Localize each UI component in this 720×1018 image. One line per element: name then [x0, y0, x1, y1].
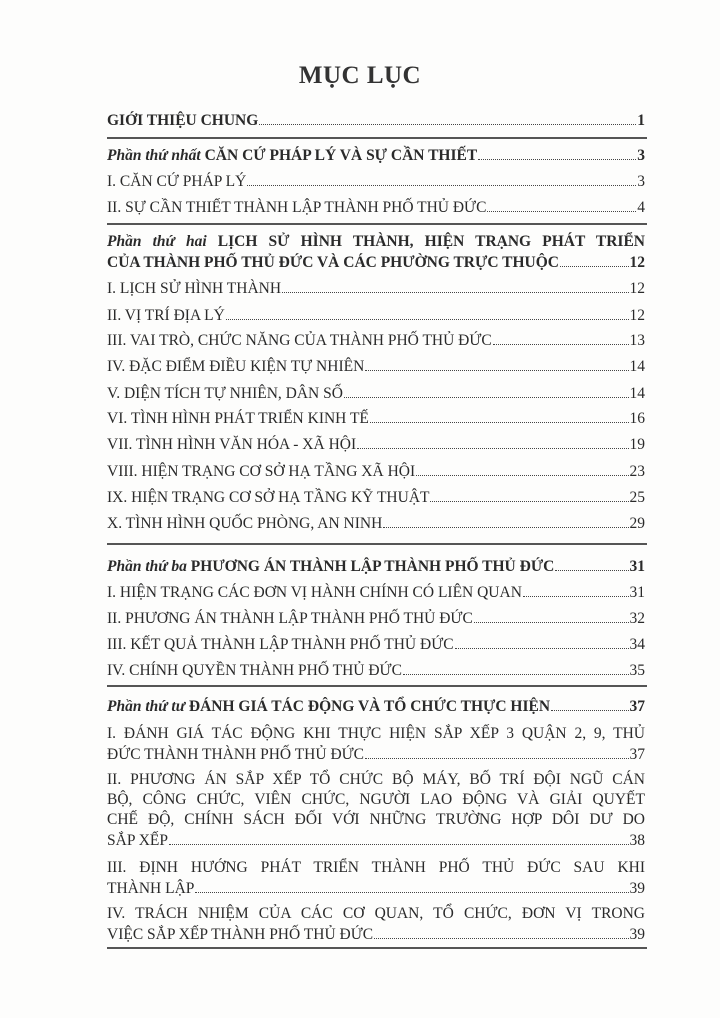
section-divider	[107, 947, 647, 949]
leader-dots	[555, 556, 628, 571]
toc-entry[interactable]	[107, 830, 645, 851]
toc-entry[interactable]	[107, 408, 645, 429]
toc-entry-line[interactable]: IV. TRÁCH NHIỆM CỦA CÁC CƠ QUAN, TỔ CHỨC, ĐƠN VỊ TRONG	[107, 905, 645, 922]
toc-entry-text: II. VỊ TRÍ ĐỊA LÝ	[107, 307, 225, 324]
toc-entry[interactable]	[107, 582, 645, 603]
toc-page-number: 4	[637, 199, 645, 216]
section-divider	[107, 685, 647, 687]
leader-dots	[560, 252, 629, 267]
leader-dots	[430, 487, 628, 502]
toc-entry-text: V. DIỆN TÍCH TỰ NHIÊN, DÂN SỐ	[107, 385, 343, 402]
toc-entry-text: X. TÌNH HÌNH QUỐC PHÒNG, AN NINH	[107, 515, 383, 532]
toc-page-number: 12	[629, 307, 645, 324]
toc-entry-text: I. HIỆN TRẠNG CÁC ĐƠN VỊ HÀNH CHÍNH CÓ LIÊN QUAN	[107, 584, 522, 601]
toc-page-number: 38	[629, 832, 645, 849]
toc-page-number: 35	[629, 662, 645, 679]
toc-entry-text: IV. CHÍNH QUYỀN THÀNH PHỐ THỦ ĐỨC	[107, 662, 402, 679]
toc-page-number: 34	[629, 636, 645, 653]
leader-dots	[370, 408, 629, 423]
part-lead: Phần thứ tư	[107, 698, 186, 715]
toc-entry[interactable]	[107, 171, 645, 192]
toc-page-number: 37	[629, 746, 645, 763]
toc-entry[interactable]	[107, 634, 645, 655]
toc-page-number: 1	[637, 112, 645, 129]
toc-entry-text: GIỚI THIỆU CHUNG	[107, 112, 259, 129]
toc-page-number: 25	[629, 489, 645, 506]
section-divider	[107, 223, 647, 225]
leader-dots	[493, 330, 629, 345]
part-heading: CỦA THÀNH PHỐ THỦ ĐỨC VÀ CÁC PHƯỜNG TRỰC THUỘC	[107, 254, 559, 271]
toc-entry[interactable]	[107, 197, 645, 218]
part-lead: Phần thứ hai	[107, 233, 207, 250]
toc-entry-text: II. SỰ CẦN THIẾT THÀNH LẬP THÀNH PHỐ THỦ ĐỨC	[107, 199, 487, 216]
toc-entry-text: IV. ĐẶC ĐIỂM ĐIỀU KIỆN TỰ NHIÊN	[107, 358, 365, 375]
part-heading: PHƯƠNG ÁN THÀNH LẬP THÀNH PHỐ THỦ ĐỨC	[190, 558, 555, 575]
section-divider	[107, 137, 647, 139]
toc-entry-text: I. LỊCH SỬ HÌNH THÀNH	[107, 280, 282, 297]
part-lead: Phần thứ nhất	[107, 147, 201, 164]
toc-entry-text: VI. TÌNH HÌNH PHÁT TRIỂN KINH TẾ	[107, 410, 369, 427]
toc-entry[interactable]	[107, 305, 645, 326]
leader-dots	[247, 171, 636, 186]
part-heading: CĂN CỨ PHÁP LÝ VÀ SỰ CẦN THIẾT	[204, 147, 478, 164]
toc-entry-line[interactable]: III. ĐỊNH HƯỚNG PHÁT TRIỂN THÀNH PHỐ THỦ ĐỨC SAU KHI	[107, 859, 645, 876]
toc-entry-text: III. KẾT QUẢ THÀNH LẬP THÀNH PHỐ THỦ ĐỨC	[107, 636, 454, 653]
toc-page-number: 31	[629, 584, 645, 601]
toc-page-number: 12	[629, 254, 645, 271]
toc-entry-line[interactable]: BỘ, CÔNG CHỨC, VIÊN CHỨC, NGƯỜI LAO ĐỘNG VÀ GIẢI QUYẾT	[107, 791, 645, 808]
toc-page-number: 19	[629, 436, 645, 453]
toc-part-3[interactable]	[107, 556, 645, 577]
toc-part-2-line-2[interactable]	[107, 252, 645, 273]
leader-dots	[282, 278, 628, 293]
toc-entry-text: VIII. HIỆN TRẠNG CƠ SỞ HẠ TẦNG XÃ HỘI	[107, 463, 416, 480]
leader-dots	[416, 461, 628, 476]
part-heading: LỊCH SỬ HÌNH THÀNH, HIỆN TRẠNG PHÁT TRIỂN	[217, 233, 645, 250]
page-title: MỤC LỤC	[298, 62, 422, 89]
toc-entry-text: I. CĂN CỨ PHÁP LÝ	[107, 173, 247, 190]
toc-entry[interactable]	[107, 513, 645, 534]
toc-entry-text: III. VAI TRÒ, CHỨC NĂNG CỦA THÀNH PHỐ THỦ ĐỨC	[107, 332, 492, 349]
leader-dots	[523, 582, 629, 597]
toc-entry[interactable]	[107, 434, 645, 455]
toc-page-number: 31	[629, 558, 645, 575]
toc-part-1[interactable]	[107, 145, 645, 166]
leader-dots	[551, 696, 628, 711]
toc-entry[interactable]	[107, 744, 645, 765]
leader-dots	[259, 110, 636, 125]
leader-dots	[365, 356, 628, 371]
toc-page-number: 3	[637, 147, 645, 164]
toc-entry-line[interactable]: II. PHƯƠNG ÁN SẮP XẾP TỔ CHỨC BỘ MÁY, BỐ TRÍ ĐỘI NGŨ CÁN	[107, 771, 645, 788]
leader-dots	[474, 608, 629, 623]
toc-entry[interactable]	[107, 924, 645, 945]
toc-entry[interactable]	[107, 330, 645, 351]
toc-page-number: 16	[629, 410, 645, 427]
toc-page-number: 14	[629, 385, 645, 402]
toc-entry-text: VIỆC SẮP XẾP THÀNH PHỐ THỦ ĐỨC	[107, 926, 374, 943]
leader-dots	[365, 744, 629, 759]
leader-dots	[403, 660, 629, 675]
toc-entry[interactable]	[107, 461, 645, 482]
part-lead: Phần thứ ba	[107, 558, 187, 575]
toc-entry[interactable]	[107, 356, 645, 377]
leader-dots	[357, 434, 628, 449]
toc-page-number: 23	[629, 463, 645, 480]
section-divider	[107, 543, 647, 545]
part-heading: ĐÁNH GIÁ TÁC ĐỘNG VÀ TỔ CHỨC THỰC HIỆN	[188, 698, 551, 715]
toc-page-number: 12	[629, 280, 645, 297]
toc-part-4[interactable]	[107, 696, 645, 717]
toc-entry[interactable]	[107, 878, 645, 899]
leader-dots	[374, 924, 628, 939]
toc-page-number: 39	[629, 880, 645, 897]
toc-page-number: 39	[629, 926, 645, 943]
toc-entry-line[interactable]: CHẾ ĐỘ, CHÍNH SÁCH ĐỐI VỚI NHỮNG TRƯỜNG HỢP DÔI DƯ DO	[107, 811, 645, 828]
leader-dots	[478, 145, 636, 160]
toc-entry-text: SẮP XẾP	[107, 832, 169, 849]
toc-entry[interactable]	[107, 660, 645, 681]
toc-entry-line[interactable]: I. ĐÁNH GIÁ TÁC ĐỘNG KHI THỰC HIỆN SẮP XẾP 3 QUẬN 2, 9, THỦ	[107, 725, 645, 742]
toc-entry[interactable]	[107, 383, 645, 404]
toc-entry-text: IX. HIỆN TRẠNG CƠ SỞ HẠ TẦNG KỸ THUẬT	[107, 489, 430, 506]
toc-entry[interactable]	[107, 278, 645, 299]
toc-entry[interactable]	[107, 608, 645, 629]
toc-page-number: 37	[629, 698, 645, 715]
leader-dots	[226, 305, 629, 320]
toc-page-number: 13	[629, 332, 645, 349]
toc-part-2-line-1[interactable]	[107, 232, 645, 252]
leader-dots	[455, 634, 629, 649]
toc-page-number: 32	[629, 610, 645, 627]
leader-dots	[169, 830, 628, 845]
toc-entry[interactable]	[107, 487, 645, 508]
toc-page-number: 3	[637, 173, 645, 190]
toc-entry-intro[interactable]	[107, 110, 645, 131]
toc-entry-text: II. PHƯƠNG ÁN THÀNH LẬP THÀNH PHỐ THỦ ĐỨC	[107, 610, 473, 627]
leader-dots	[344, 383, 629, 398]
toc-entry-text: ĐỨC THÀNH THÀNH PHỐ THỦ ĐỨC	[107, 746, 364, 763]
leader-dots	[195, 878, 628, 893]
toc-entry-text: VII. TÌNH HÌNH VĂN HÓA - XÃ HỘI	[107, 436, 357, 453]
leader-dots	[383, 513, 628, 528]
leader-dots	[487, 197, 636, 212]
toc-page-number: 29	[629, 515, 645, 532]
toc-page-number: 14	[629, 358, 645, 375]
toc-entry-text: THÀNH LẬP	[107, 880, 195, 897]
